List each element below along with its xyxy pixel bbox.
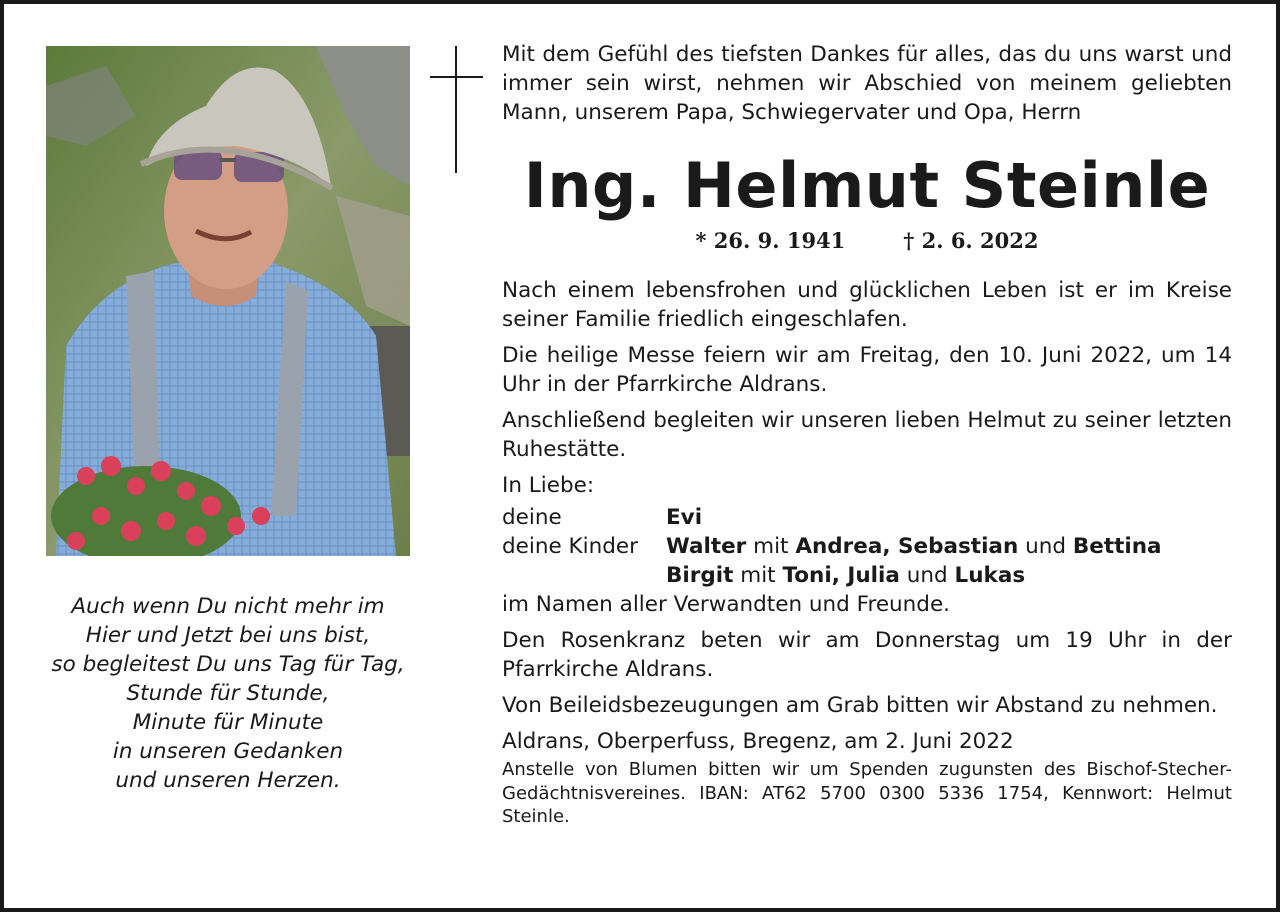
portrait-photo: [46, 46, 410, 556]
family-name: Andrea, Sebastian: [795, 534, 1019, 559]
deceased-name: Ing. Helmut Steinle: [523, 149, 1211, 222]
family-name: Birgit: [666, 563, 734, 588]
list-item: [502, 532, 1232, 561]
list-item: [502, 561, 1232, 590]
memorial-poem: [20, 592, 436, 795]
poem-line: so begleitest Du uns Tag für Tag,: [51, 652, 405, 677]
list-item: [502, 503, 1232, 532]
family-list: [502, 503, 1232, 590]
poem-line: in unseren Gedanken: [112, 739, 344, 764]
intro-block: [502, 40, 1232, 127]
poem-line: Stunde für Stunde,: [126, 681, 330, 706]
birth-date: * 26. 9. 1941: [695, 228, 846, 253]
paragraph: Nach einem lebensfrohen und glücklichen Leben ist er im Kreise seiner Familie friedlich eingeschlafen.: [502, 278, 1232, 332]
connector-text: mit: [740, 563, 776, 588]
poem-line: und unseren Herzen.: [115, 768, 341, 793]
intro-text: Mit dem Gefühl des tiefsten Dankes für alles, das du uns warst und immer sein wirst, nehmen wir Abschied von meinem geliebten Mann, unserem Papa, Schwiegervater und Opa, Herrn: [502, 42, 1232, 125]
family-label: deine: [502, 505, 562, 530]
paragraph: Anschließend begleiten wir unseren lieben Helmut zu seiner letzten Ruhestätte.: [502, 408, 1232, 462]
poem-line: Minute für Minute: [132, 710, 324, 735]
donation-note: Anstelle von Blumen bitten wir um Spenden zugunsten des Bischof-Stecher-Gedächtnisvereines. IBAN: AT62 5700 0300 5336 1754, Kennwort: Helmut Steinle.: [502, 759, 1232, 827]
paragraph: Die heilige Messe feiern wir am Freitag, den 10. Juni 2022, um 14 Uhr in der Pfarrkirche Aldrans.: [502, 343, 1232, 397]
family-name: Toni, Julia: [782, 563, 900, 588]
family-name: Evi: [666, 505, 703, 530]
connector-text: und: [906, 563, 948, 588]
family-name: Walter: [666, 534, 747, 559]
notice-body: [502, 276, 1232, 836]
in-liebe: In Liebe:: [502, 473, 595, 498]
paragraph: Den Rosenkranz beten wir am Donnerstag um 19 Uhr in der Pfarrkirche Aldrans.: [502, 628, 1232, 682]
life-dates: [502, 226, 1232, 256]
family-name: Bettina: [1072, 534, 1162, 559]
connector-text: und: [1025, 534, 1066, 559]
connector-text: mit: [753, 534, 789, 559]
paragraph: Von Beileidsbezeugungen am Grab bitten wir Abstand zu nehmen.: [502, 693, 1218, 718]
family-name: Lukas: [954, 563, 1026, 588]
family-label: deine Kinder: [502, 534, 638, 559]
death-date: † 2. 6. 2022: [903, 228, 1039, 253]
paragraph: im Namen aller Verwandten und Freunde.: [502, 592, 951, 617]
poem-line: Hier und Jetzt bei uns bist,: [85, 623, 371, 648]
place-date: Aldrans, Oberperfuss, Bregenz, am 2. Juni 2022: [502, 729, 1014, 754]
poem-line: Auch wenn Du nicht mehr im: [71, 594, 385, 619]
